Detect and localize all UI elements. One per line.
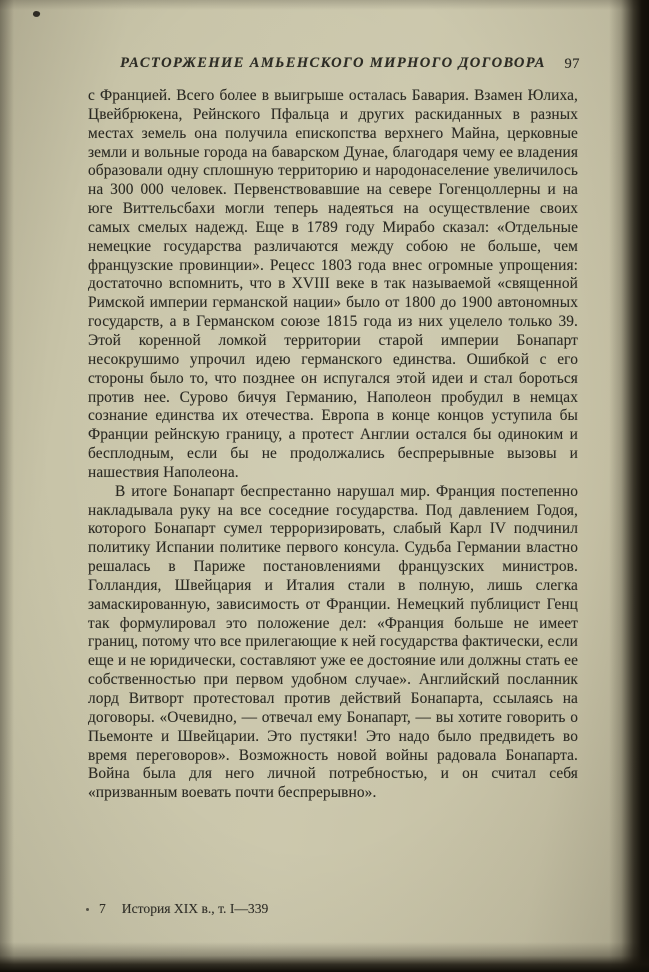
signature-number: 7 — [99, 901, 106, 916]
body-paragraph: с Францией. Всего более в выигрыше осталась Бавария. Взамен Юлиха, Цвейбрюкена, Рейнского Пфальца и других раскиданных в разных местах земель она получила епископства верхнего Майна, церковные земли и вольные города на баварском Дунае, благодаря чему ее владения образовали одну сплошную территорию и народонаселение увеличилось на 300 000 человек. Первенствовавшие на севере Гогенцоллерны и на юге Виттельсбахи могли теперь надеяться на осуществление своих самых смелых надежд. Еще в 1789 году Мирабо сказал: «Отдельные немецкие государства различаются между собою не больше, чем французские провинции». Рецесс 1803 года внес огромные упрощения: достаточно вспомнить, что в XVIII веке в так называемой «священной Римской империи германской нации» было от 1800 до 1900 автономных государств, а в Германском союзе 1815 года из них уцелело только 39. Этой коренной ломкой территории старой империи Бонапарт несокрушимо упрочил идею германского единства. Ошибкой с его стороны было то, что позднее он испугался этой идеи и стал бороться против нее. Сурово бичуя Германию, Наполеон пробудил в немцах сознание единства их отечества. Европа в конце концов уступила бы Франции рейнскую границу, а протест Англии остался бы одиноким и бесплодным, если бы не продолжались беспрерывные вызовы и нашествия Наполеона. — [88, 87, 578, 481]
page-number: 97 — [564, 56, 580, 72]
ink-speck-icon — [32, 10, 41, 18]
page-edge-shadow-bottom — [0, 942, 649, 972]
page-body — [88, 87, 578, 803]
signature-text: История XIX в., т. I—339 — [121, 901, 269, 916]
printers-signature-line — [86, 901, 578, 917]
page-edge-shadow-left — [0, 0, 14, 972]
page-edge-shadow-top — [0, 0, 649, 10]
chapter-title: РАСТОРЖЕНИЕ АМЬЕНСКОГО МИРНОГО ДОГОВОРА — [120, 55, 546, 71]
running-header — [88, 55, 578, 72]
ink-dot-icon — [86, 908, 89, 911]
body-paragraph: В итоге Бонапарт беспрестанно нарушал мир. Франция постепенно накладывала руку на все соседние государства. Под давлением Годоя, которого Бонапарт сумел терроризировать, слабый Карл IV подчинил политику Испании политике первого консула. Судьба Германии властно решалась в Париже постановлениями французских министров. Голландия, Швейцария и Италия стали в полную, лишь слегка замаскированную, зависимость от Франции. Немецкий публицист Генц так формулировал это положение дел: «Франция больше не имеет границ, потому что все прилегающие к ней государства фактически, если еще и не юридически, составляют уже ее достояние или должны стать ее собственностью при первом удобном случае». Английский посланник лорд Витворт протестовал против действий Бонапарта, ссылаясь на договоры. «Очевидно, — отвечал ему Бонапарт, — вы хотите говорить о Пьемонте и Швейцарии. Это пустяки! Это надо было предвидеть во время переговоров». Возможность новой войны радовала Бонапарта. Война была для него личной потребностью, и он считал себя «призванным воевать почти беспрерывно». — [88, 482, 578, 802]
page-edge-shadow-right — [609, 0, 649, 972]
